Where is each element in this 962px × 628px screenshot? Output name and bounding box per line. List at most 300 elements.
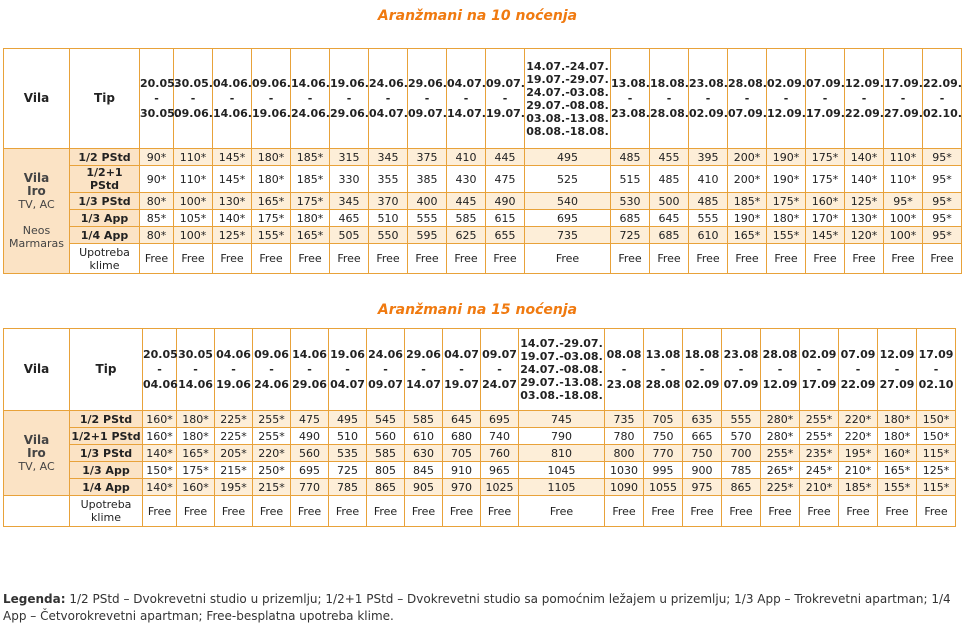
date-line: 23.08.	[689, 77, 728, 90]
date-line: -	[705, 92, 711, 105]
price-cell: 685	[611, 210, 650, 227]
date-line: -	[154, 92, 159, 105]
date-line: 13.08	[645, 348, 681, 361]
date-line: -	[621, 363, 627, 376]
price-cell: 200*	[728, 166, 767, 193]
price-cell: 725	[611, 227, 650, 244]
price-cell: 430	[447, 166, 486, 193]
price-cell: 740	[481, 428, 519, 445]
price-cell: 245*	[800, 462, 839, 479]
date-line: 19.06	[216, 378, 251, 391]
price-cell: 770	[291, 479, 329, 496]
price-cell: 180*	[878, 411, 917, 428]
price-cell: 195*	[215, 479, 253, 496]
table1-title: Aranžmani na 10 noćenja	[377, 8, 578, 24]
header-date-range	[722, 329, 761, 411]
price-cell: 615	[486, 210, 525, 227]
clima-free-cell: Free	[215, 496, 253, 527]
header-date-range	[761, 329, 800, 411]
price-cell: 555	[408, 210, 447, 227]
price-cell: 185*	[728, 193, 767, 210]
price-cell: 180*	[177, 411, 215, 428]
price-cell: 900	[683, 462, 722, 479]
header-vila: Vila	[4, 329, 70, 411]
price-cell: 165*	[878, 462, 917, 479]
price-cell: 150*	[917, 428, 956, 445]
price-cell: 145*	[213, 166, 252, 193]
price-cell: 265*	[761, 462, 800, 479]
date-line: 24.06.	[291, 107, 330, 120]
date-line: -	[816, 363, 822, 376]
vila-vila-name: Vila	[23, 171, 50, 185]
date-line: 17.09	[918, 348, 954, 361]
date-line: 13.08.	[611, 77, 650, 90]
date-line: 27.09	[879, 378, 915, 391]
price-table-10-nights	[3, 48, 962, 274]
date-line: 27.09.	[884, 107, 923, 120]
price-cell: 1090	[605, 479, 644, 496]
price-cell: 95*	[884, 193, 923, 210]
date-line: -	[268, 92, 274, 105]
price-cell: 130*	[213, 193, 252, 210]
price-cell: 785	[329, 479, 367, 496]
date-line: 02.10.	[923, 107, 962, 120]
price-cell: 345	[330, 193, 369, 210]
price-cell: 155*	[878, 479, 917, 496]
header-date-range	[923, 49, 962, 149]
price-cell: 705	[644, 411, 683, 428]
date-line: 14.07.-24.07.	[526, 59, 609, 73]
vila-vila-place: Neos	[22, 224, 51, 237]
price-cell: 185*	[291, 166, 330, 193]
price-cell: 375	[408, 149, 447, 166]
room-type: 1/3 PStd	[70, 445, 143, 462]
price-cell: 510	[369, 210, 408, 227]
date-line: -	[894, 363, 900, 376]
clima-label-line: Upotreba	[80, 498, 132, 511]
clima-free-cell: Free	[291, 496, 329, 527]
price-cell: 490	[291, 428, 329, 445]
date-line: 24.06.	[369, 77, 408, 90]
price-cell: 195*	[839, 445, 878, 462]
price-cell: 495	[525, 149, 611, 166]
clima-free-cell: Free	[329, 496, 367, 527]
vila-vila-name2: Iro	[27, 445, 46, 460]
price-cell: 280*	[761, 428, 800, 445]
price-cell: 1045	[519, 462, 605, 479]
price-cell: 1105	[519, 479, 605, 496]
date-line: -	[229, 92, 235, 105]
price-cell: 80*	[140, 193, 174, 210]
price-cell: 110*	[884, 166, 923, 193]
date-line: -	[190, 92, 196, 105]
date-line: 07.09	[840, 348, 876, 361]
clima-free-cell: Free	[481, 496, 519, 527]
price-cell: 595	[408, 227, 447, 244]
price-cell: 165*	[728, 227, 767, 244]
vila-cell	[4, 149, 70, 274]
header-date-range	[884, 49, 923, 149]
price-cell: 355	[369, 166, 408, 193]
date-line: -	[744, 92, 750, 105]
clima-free-cell: Free	[443, 496, 481, 527]
date-line: 23.08	[606, 378, 642, 391]
price-cell: 110*	[174, 149, 213, 166]
date-line: -	[157, 363, 162, 376]
clima-free-cell: Free	[884, 244, 923, 274]
legend	[3, 591, 953, 625]
price-cell: 865	[722, 479, 761, 496]
price-cell: 770	[644, 445, 683, 462]
price-cell: 180*	[767, 210, 806, 227]
date-line: 18.08.	[650, 77, 689, 90]
date-line: 12.09	[879, 348, 915, 361]
price-cell: 255*	[800, 428, 839, 445]
header-date-range	[213, 49, 252, 149]
date-line: 09.07	[368, 378, 403, 391]
header-date-range	[845, 49, 884, 149]
date-line: 19.06.	[330, 77, 369, 90]
price-cell: 545	[367, 411, 405, 428]
header-date-range	[689, 49, 728, 149]
price-cell: 810	[519, 445, 605, 462]
price-cell: 215*	[215, 462, 253, 479]
clima-free-cell: Free	[644, 496, 683, 527]
date-line: 04.07.	[369, 107, 408, 120]
vila-vila-amenities: TV, AC	[18, 198, 55, 211]
price-cell: 485	[650, 166, 689, 193]
price-cell: 125*	[213, 227, 252, 244]
date-line: 19.06	[330, 348, 365, 361]
date-line: 28.08	[645, 378, 681, 391]
clima-free-cell: Free	[806, 244, 845, 274]
clima-label-line: Upotreba	[79, 245, 130, 259]
price-cell: 220*	[839, 428, 878, 445]
date-line: -	[738, 363, 744, 376]
room-type: 1/4 App	[70, 479, 143, 496]
date-line: -	[933, 363, 939, 376]
price-cell: 280*	[761, 411, 800, 428]
room-type: 1/3 PStd	[70, 193, 140, 210]
date-line: 09.07	[482, 348, 517, 361]
date-line: 24.06	[254, 378, 289, 391]
price-cell: 140*	[143, 479, 177, 496]
price-cell: 175*	[806, 149, 845, 166]
date-line: 29.07.-08.08.	[526, 98, 609, 112]
date-line: 28.08.	[728, 77, 767, 90]
price-cell: 185*	[839, 479, 878, 496]
price-cell: 80*	[140, 227, 174, 244]
price-cell: 585	[447, 210, 486, 227]
price-cell: 410	[689, 166, 728, 193]
clima-free-cell: Free	[800, 496, 839, 527]
date-line: -	[502, 92, 508, 105]
date-line: 12.09	[762, 378, 798, 391]
date-line: 14.06.	[213, 107, 252, 120]
header-date-range	[174, 49, 213, 149]
price-cell: 125*	[845, 193, 884, 210]
price-cell: 215*	[253, 479, 291, 496]
price-cell: 190*	[767, 166, 806, 193]
price-cell: 515	[611, 166, 650, 193]
price-cell: 175*	[291, 193, 330, 210]
header-date-range	[728, 49, 767, 149]
date-line: 09.06.	[174, 107, 213, 120]
price-cell: 1025	[481, 479, 519, 496]
price-cell: 1055	[644, 479, 683, 496]
price-cell: 725	[329, 462, 367, 479]
date-line: 14.07	[406, 378, 441, 391]
date-line: -	[900, 92, 906, 105]
header-date-range	[291, 49, 330, 149]
date-line: 14.06.	[291, 77, 330, 90]
price-cell: 180*	[252, 149, 291, 166]
date-line: 03.08.-18.08.	[520, 389, 603, 402]
price-cell: 90*	[140, 166, 174, 193]
price-cell: 210*	[800, 479, 839, 496]
clima-free-cell: Free	[486, 244, 525, 274]
clima-free-cell: Free	[525, 244, 611, 274]
price-cell: 485	[689, 193, 728, 210]
date-line: -	[666, 92, 672, 105]
date-line: -	[383, 363, 388, 376]
date-line: 29.07.-13.08.	[520, 376, 603, 389]
price-cell: 175*	[806, 166, 845, 193]
date-line: 04.07.	[447, 77, 486, 90]
date-line: 18.08	[684, 348, 720, 361]
price-cell: 125*	[917, 462, 956, 479]
price-cell: 750	[683, 445, 722, 462]
date-line: 04.06	[216, 348, 251, 361]
room-type: 1/4 App	[70, 227, 140, 244]
header-date-range	[215, 329, 253, 411]
price-cell: 95*	[923, 166, 962, 193]
header-date-range	[408, 49, 447, 149]
date-line: 04.07	[330, 378, 365, 391]
price-cell: 665	[683, 428, 722, 445]
date-line: 07.09	[723, 378, 759, 391]
date-line: 24.07	[482, 378, 517, 391]
date-line: -	[777, 363, 783, 376]
clima-free-cell: Free	[761, 496, 800, 527]
date-line: 20.05.	[140, 77, 179, 90]
date-line: 02.09	[684, 378, 720, 391]
header-date-range	[878, 329, 917, 411]
header-date-range	[177, 329, 215, 411]
price-cell: 225*	[215, 428, 253, 445]
clima-free-cell: Free	[367, 496, 405, 527]
header-date-range	[140, 49, 179, 149]
price-cell: 220*	[839, 411, 878, 428]
clima-free-cell: Free	[767, 244, 806, 274]
price-cell: 175*	[177, 462, 215, 479]
clima-free-cell: Free	[177, 496, 215, 527]
date-line: -	[939, 92, 945, 105]
clima-free-cell: Free	[845, 244, 884, 274]
date-line: 02.09.	[689, 107, 728, 120]
price-cell: 255*	[253, 411, 291, 428]
date-line: -	[193, 363, 198, 376]
price-cell: 645	[443, 411, 481, 428]
clima-free-cell: Free	[447, 244, 486, 274]
price-cell: 485	[611, 149, 650, 166]
price-cell: 790	[519, 428, 605, 445]
price-cell: 1030	[605, 462, 644, 479]
price-cell: 635	[683, 411, 722, 428]
date-line: 30.05	[178, 348, 213, 361]
vila-cell	[4, 411, 70, 496]
price-cell: 160*	[177, 479, 215, 496]
date-line: 28.08.	[650, 107, 689, 120]
price-cell: 525	[525, 166, 611, 193]
date-line: 07.09.	[806, 77, 845, 90]
price-cell: 255*	[761, 445, 800, 462]
room-type: 1/2 PStd	[70, 149, 140, 166]
price-cell: 205*	[215, 445, 253, 462]
price-cell: 555	[722, 411, 761, 428]
date-line: 17.09.	[806, 107, 845, 120]
price-cell: 735	[525, 227, 611, 244]
price-cell: 180*	[878, 428, 917, 445]
date-line: 12.09.	[845, 77, 884, 90]
price-cell: 570	[722, 428, 761, 445]
price-cell: 255*	[800, 411, 839, 428]
price-cell: 510	[329, 428, 367, 445]
price-cell: 100*	[884, 227, 923, 244]
price-cell: 110*	[884, 149, 923, 166]
date-line: -	[627, 92, 633, 105]
price-cell: 145*	[213, 149, 252, 166]
price-cell: 695	[481, 411, 519, 428]
date-line: 14.06	[178, 378, 213, 391]
date-line: -	[822, 92, 828, 105]
header-date-range	[644, 329, 683, 411]
vila-vila-amenities: TV, AC	[18, 459, 55, 473]
price-cell: 250*	[253, 462, 291, 479]
price-cell: 695	[525, 210, 611, 227]
header-date-range	[611, 49, 650, 149]
header-date-range	[329, 329, 367, 411]
header-date-range	[405, 329, 443, 411]
date-line: -	[497, 363, 502, 376]
header-date-range	[767, 49, 806, 149]
price-cell: 385	[408, 166, 447, 193]
clima-free-cell: Free	[408, 244, 447, 274]
price-cell: 140*	[845, 166, 884, 193]
date-line: -	[307, 363, 312, 376]
date-line: 14.07.	[447, 107, 486, 120]
header-date-range	[291, 329, 329, 411]
header-date-range	[443, 329, 481, 411]
clima-free-cell: Free	[917, 496, 956, 527]
header-date-range	[605, 329, 644, 411]
header-date-range	[917, 329, 956, 411]
clima-label-line: klime	[91, 511, 121, 524]
price-cell: 585	[405, 411, 443, 428]
header-date-range	[481, 329, 519, 411]
price-cell: 190*	[728, 210, 767, 227]
date-line: 30.05.	[140, 107, 179, 120]
price-cell: 975	[683, 479, 722, 496]
header-date-range	[447, 49, 486, 149]
price-cell: 800	[605, 445, 644, 462]
price-cell: 555	[689, 210, 728, 227]
date-line: 02.10	[918, 378, 954, 391]
date-line: -	[307, 92, 313, 105]
date-line: -	[421, 363, 426, 376]
date-line: 19.07.-29.07.	[526, 72, 609, 86]
price-cell: 680	[443, 428, 481, 445]
date-line: 14.06	[292, 348, 327, 361]
price-cell: 160*	[806, 193, 845, 210]
date-line: 29.06.	[330, 107, 369, 120]
date-line: 20.05	[143, 348, 178, 361]
date-line: 30.05.	[174, 77, 213, 90]
header-date-range	[143, 329, 177, 411]
table2-title: Aranžmani na 15 noćenja	[377, 302, 578, 318]
date-line: 12.09.	[767, 107, 806, 120]
price-cell: 445	[447, 193, 486, 210]
price-cell: 400	[408, 193, 447, 210]
header-date-range	[253, 329, 291, 411]
price-cell: 315	[330, 149, 369, 166]
price-cell: 505	[330, 227, 369, 244]
price-cell: 705	[443, 445, 481, 462]
price-cell: 155*	[252, 227, 291, 244]
price-cell: 160*	[143, 411, 177, 428]
price-cell: 865	[367, 479, 405, 496]
clima-free-cell: Free	[291, 244, 330, 274]
clima-free-cell: Free	[689, 244, 728, 274]
date-line: 09.07.	[408, 107, 447, 120]
price-cell: 115*	[917, 445, 956, 462]
price-cell: 95*	[923, 193, 962, 210]
price-cell: 500	[650, 193, 689, 210]
price-cell: 105*	[174, 210, 213, 227]
price-cell: 655	[486, 227, 525, 244]
clima-free-cell: Free	[650, 244, 689, 274]
price-cell: 165*	[291, 227, 330, 244]
price-cell: 160*	[878, 445, 917, 462]
header-tip: Tip	[70, 329, 143, 411]
price-cell: 495	[329, 411, 367, 428]
header-date-range	[525, 49, 611, 149]
date-line: 04.06.	[213, 77, 252, 90]
date-line: 04.07	[444, 348, 479, 361]
date-line: 07.09.	[728, 107, 767, 120]
price-cell: 85*	[140, 210, 174, 227]
price-cell: 735	[605, 411, 644, 428]
date-line: 22.09.	[845, 107, 884, 120]
header-date-range	[800, 329, 839, 411]
price-cell: 150*	[917, 411, 956, 428]
price-cell: 695	[291, 462, 329, 479]
price-cell: 255*	[253, 428, 291, 445]
header-date-range	[650, 49, 689, 149]
date-line: 23.08	[723, 348, 759, 361]
clima-label	[70, 496, 143, 527]
date-line: -	[231, 363, 236, 376]
date-line: 29.06.	[408, 77, 447, 90]
price-cell: 90*	[140, 149, 174, 166]
clima-label-line: klime	[89, 258, 120, 272]
room-type: 1/2 PStd	[70, 411, 143, 428]
price-cell: 910	[443, 462, 481, 479]
price-cell: 235*	[800, 445, 839, 462]
price-cell: 370	[369, 193, 408, 210]
date-line: -	[424, 92, 430, 105]
date-line: -	[463, 92, 469, 105]
